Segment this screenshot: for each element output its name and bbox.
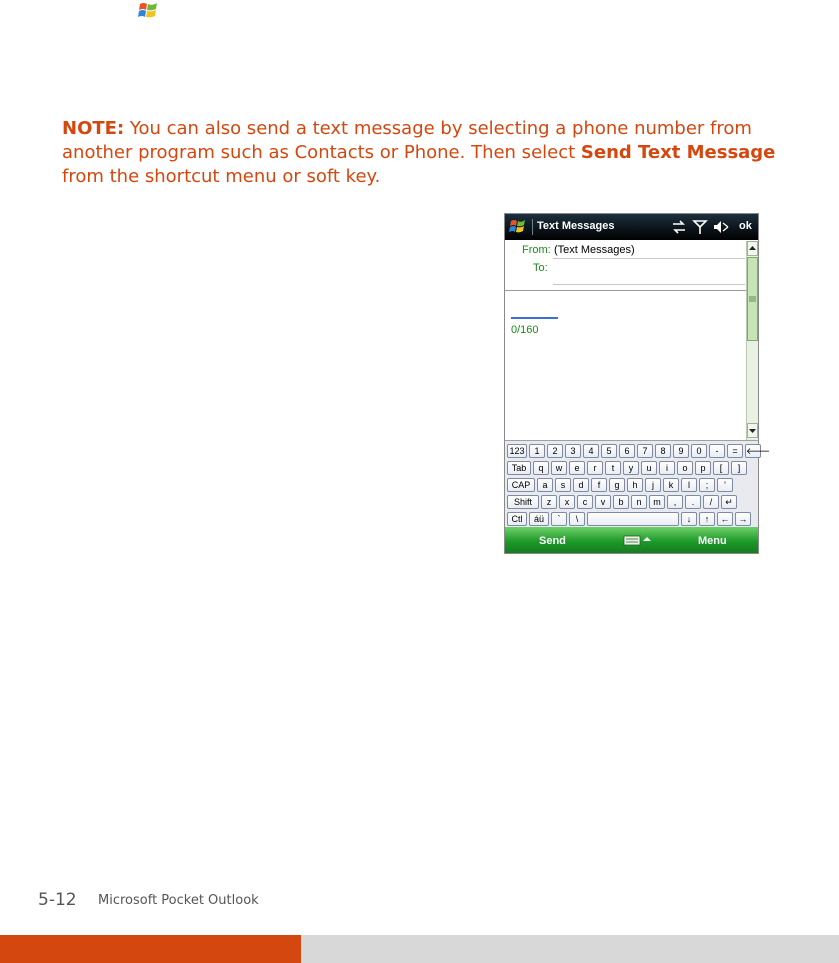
keyboard-key[interactable]: 6 (619, 444, 635, 458)
keyboard-key[interactable]: áü (529, 512, 549, 526)
keyboard-key[interactable]: CAP (507, 478, 535, 492)
text-cursor-line[interactable] (511, 317, 558, 319)
keyboard-key[interactable]: ↵ (721, 495, 737, 509)
keyboard-key[interactable]: ' (717, 478, 733, 492)
signal-antenna-icon[interactable] (691, 218, 709, 236)
keyboard-key[interactable]: c (577, 495, 593, 509)
sync-arrows-icon[interactable] (670, 218, 688, 236)
keyboard-key[interactable]: l (681, 478, 697, 492)
keyboard-key[interactable]: e (569, 461, 585, 475)
title-separator (532, 219, 533, 235)
keyboard-key[interactable]: 4 (583, 444, 599, 458)
keyboard-key[interactable]: n (631, 495, 647, 509)
keyboard-key[interactable]: ← (717, 512, 733, 526)
softkey-bar (505, 527, 758, 553)
keyboard-key[interactable]: ; (699, 478, 715, 492)
title-bar (505, 214, 758, 240)
keyboard-key[interactable]: o (677, 461, 693, 475)
keyboard-key[interactable]: 🡐 (746, 446, 771, 456)
keyboard-key[interactable]: 2 (547, 444, 563, 458)
keyboard-key[interactable]: → (735, 512, 751, 526)
keyboard-key[interactable]: ` (551, 512, 567, 526)
keyboard-key[interactable]: d (573, 478, 589, 492)
footer-bar-orange (0, 935, 301, 963)
keyboard-key[interactable]: 5 (601, 444, 617, 458)
keyboard-key[interactable]: i (659, 461, 675, 475)
to-field[interactable] (553, 284, 745, 285)
keyboard-key[interactable]: b (613, 495, 629, 509)
scroll-up-arrow-icon (748, 242, 757, 255)
keyboard-key[interactable]: r (587, 461, 603, 475)
keyboard-key[interactable]: . (685, 495, 701, 509)
app-title: Text Messages (537, 220, 615, 232)
keyboard-key[interactable]: v (595, 495, 611, 509)
keyboard-key[interactable]: x (559, 495, 575, 509)
keyboard-key[interactable]: = (727, 444, 743, 458)
from-underline (553, 258, 745, 259)
keyboard-key[interactable]: g (609, 478, 625, 492)
scroll-down-arrow-icon (748, 424, 757, 437)
keyboard-key[interactable]: Shift (507, 495, 539, 509)
keyboard-key[interactable]: z (541, 495, 557, 509)
send-softkey[interactable]: Send (539, 535, 566, 547)
keyboard-key[interactable]: \ (569, 512, 585, 526)
keyboard-key[interactable]: k (663, 478, 679, 492)
keyboard-key[interactable]: ] (731, 461, 747, 475)
section-title: Microsoft Pocket Outlook (98, 893, 259, 908)
note-label: NOTE: (62, 118, 125, 139)
start-menu-icon[interactable] (509, 218, 527, 236)
keyboard-key[interactable] (587, 512, 679, 526)
note-paragraph (62, 117, 782, 189)
grip-icon (748, 258, 757, 340)
keyboard-key[interactable]: / (703, 495, 719, 509)
keyboard-key[interactable]: Tab (507, 461, 531, 475)
to-label: To: (533, 262, 548, 274)
keyboard-key[interactable]: y (623, 461, 639, 475)
from-value[interactable]: (Text Messages) (554, 244, 635, 256)
header-divider (505, 290, 746, 291)
keyboard-key[interactable]: ↓ (681, 512, 697, 526)
ok-button[interactable]: ok (739, 220, 752, 232)
keyboard-key[interactable]: 1 (529, 444, 545, 458)
page-number: 5-12 (38, 890, 77, 910)
keyboard-key[interactable]: w (551, 461, 567, 475)
footer-bar-gray (301, 935, 839, 963)
keyboard-key[interactable]: q (533, 461, 549, 475)
note-bold-action: Send Text Message (580, 142, 776, 163)
menu-softkey[interactable]: Menu (698, 535, 727, 547)
keyboard-key[interactable]: u (641, 461, 657, 475)
keyboard-key[interactable]: t (605, 461, 621, 475)
keyboard-key[interactable]: s (555, 478, 571, 492)
keyboard-key[interactable]: 7 (637, 444, 653, 458)
windows-logo-icon (137, 0, 159, 22)
keyboard-key[interactable]: [ (713, 461, 729, 475)
keyboard-key[interactable]: f (591, 478, 607, 492)
from-label: From: (522, 244, 551, 256)
keyboard-key[interactable]: 123 (507, 444, 527, 458)
scroll-up-button[interactable] (747, 241, 758, 256)
input-panel-keyboard-icon[interactable] (623, 534, 653, 546)
keyboard-key[interactable]: p (695, 461, 711, 475)
keyboard-key[interactable]: ↑ (699, 512, 715, 526)
keyboard-key[interactable]: j (645, 478, 661, 492)
note-text-2: from the shortcut menu or soft key. (62, 166, 381, 187)
keyboard-key[interactable]: h (627, 478, 643, 492)
keyboard-key[interactable]: 8 (655, 444, 671, 458)
note-text-1: You can also send a text message by selecting a phone number from another program such as Contacts or Phone. Then select (62, 118, 752, 163)
char-counter: 0/160 (511, 324, 539, 336)
scroll-down-button[interactable] (747, 423, 758, 438)
keyboard-key[interactable]: 3 (565, 444, 581, 458)
keyboard-key[interactable]: 0 (691, 444, 707, 458)
speaker-muted-icon[interactable] (712, 218, 730, 236)
keyboard-key[interactable]: Ctl (507, 512, 527, 526)
keyboard-key[interactable]: , (667, 495, 683, 509)
soft-input-keyboard (505, 440, 771, 528)
scrollbar[interactable] (746, 241, 758, 440)
scroll-thumb[interactable] (747, 257, 758, 341)
keyboard-key[interactable]: a (537, 478, 553, 492)
keyboard-key[interactable]: 9 (673, 444, 689, 458)
keyboard-key[interactable]: m (649, 495, 665, 509)
phone-screenshot (504, 213, 771, 554)
keyboard-key[interactable]: - (709, 444, 725, 458)
